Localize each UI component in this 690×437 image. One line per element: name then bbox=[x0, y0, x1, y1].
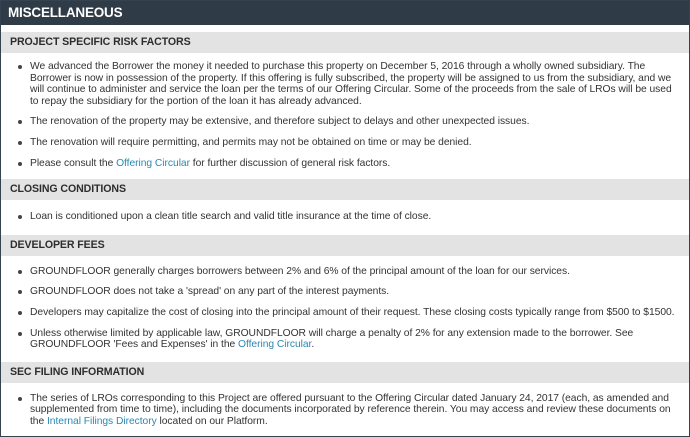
list-item: GROUNDFLOOR does not take a 'spread' on any part of the interest payments. bbox=[30, 286, 689, 298]
developer-fees-list bbox=[1, 256, 689, 362]
item-text: Unless otherwise limited by applicable law, GROUNDFLOOR will charge a penalty of 2% for any extension made to the borrower. See GROUNDFLOOR 'Fees and Expenses' in the bbox=[30, 327, 634, 351]
offering-circular-link[interactable]: Offering Circular bbox=[238, 339, 312, 351]
list-item: The renovation will require permitting, and permits may not be obtained on time or may be denied. bbox=[30, 137, 689, 149]
list-item bbox=[30, 328, 689, 351]
item-text: The series of LROs corresponding to this Project are offered pursuant to the Offering Circular dated January 24, 2017 (each, as amended and supplemented from time to time), including the documents incorporated by reference therein. You may access and review these documents on the bbox=[30, 392, 671, 427]
offering-circular-link[interactable]: Offering Circular bbox=[116, 157, 190, 169]
list-item: We advanced the Borrower the money it needed to purchase this property on December 5, 2016 through a wholly owned subsidiary. The Borrower is now in possession of the property. If this offering is fully subscribed, the property will be assigned to us from the subsidiary, and we will continue to administer and service the loan per the terms of our Offering Circular. Some of the proceeds from the sale of LROs will be used to repay the subsidiary for the portion of the loan it has already advanced. bbox=[30, 61, 689, 107]
section-title-risk-factors: PROJECT SPECIFIC RISK FACTORS bbox=[1, 32, 689, 53]
item-text: located on our Platform. bbox=[156, 415, 268, 427]
list-item: GROUNDFLOOR generally charges borrowers between 2% and 6% of the principal amount of the loan for our services. bbox=[30, 266, 689, 278]
item-text: . bbox=[311, 339, 315, 351]
section-title-developer-fees: DEVELOPER FEES bbox=[1, 235, 689, 256]
list-item: Developers may capitalize the cost of closing into the principal amount of their request. These closing costs typically range from $500 to $1500. bbox=[30, 307, 689, 319]
list-item: The renovation of the property may be extensive, and therefore subject to delays and other unexpected issues. bbox=[30, 116, 689, 128]
item-text: for further discussion of general risk factors. bbox=[190, 157, 391, 169]
list-item bbox=[30, 393, 689, 428]
sec-filing-list bbox=[1, 383, 689, 428]
list-item: Loan is conditioned upon a clean title search and valid title insurance at the time of close. bbox=[30, 211, 689, 223]
list-item bbox=[30, 158, 689, 170]
section-title-closing-conditions: CLOSING CONDITIONS bbox=[1, 179, 689, 200]
risk-factors-list bbox=[1, 53, 689, 179]
closing-conditions-list bbox=[1, 200, 689, 235]
section-title-sec-filing: SEC FILING INFORMATION bbox=[1, 362, 689, 383]
panel-title: MISCELLANEOUS bbox=[1, 1, 689, 25]
internal-filings-directory-link[interactable]: Internal Filings Directory bbox=[46, 415, 157, 427]
item-text: Please consult the bbox=[30, 157, 117, 169]
